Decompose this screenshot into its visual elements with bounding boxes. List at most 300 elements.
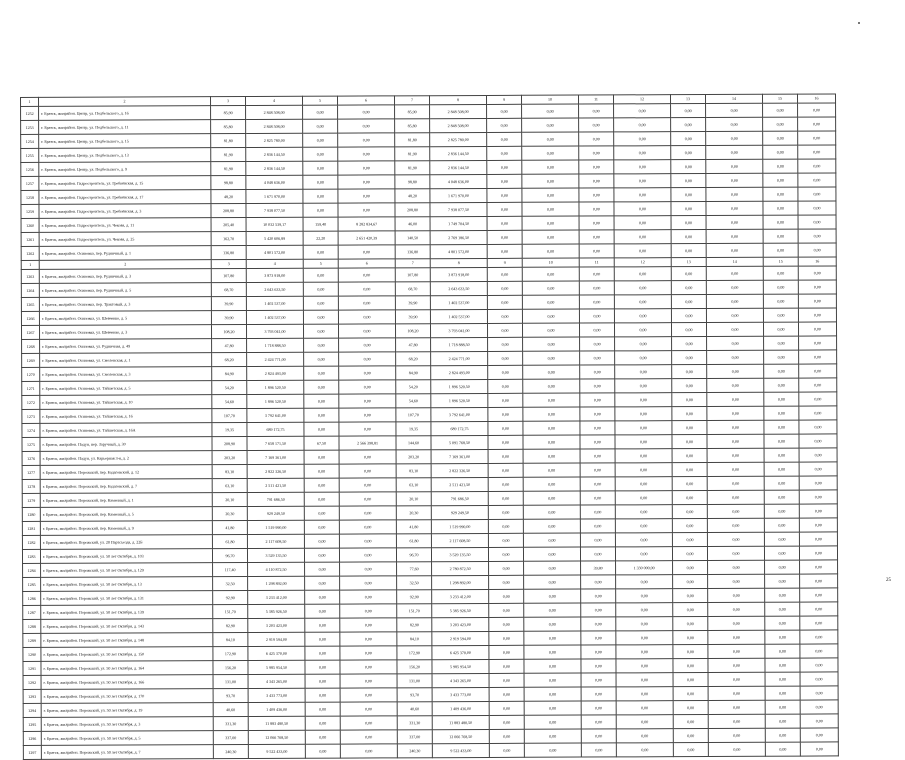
value-cell: 9 522 433,00 <box>432 743 489 757</box>
value-cell: 83,10 <box>212 465 247 479</box>
value-cell: 0,00 <box>798 103 836 117</box>
row-number-cell: 1261 <box>21 232 39 246</box>
value-cell: 0,00 <box>764 336 799 350</box>
value-cell: 151,70 <box>213 605 248 619</box>
value-cell: 0,00 <box>338 296 395 310</box>
value-cell: 0,00 <box>765 714 800 728</box>
value-cell: 0,00 <box>706 215 763 229</box>
value-cell: 0,00 <box>340 702 397 716</box>
value-cell: 0,00 <box>489 561 524 575</box>
value-cell: 0,00 <box>340 604 397 618</box>
value-cell: 0,00 <box>304 534 339 548</box>
value-cell: 0,00 <box>708 658 765 672</box>
value-cell: 0,00 <box>487 216 522 230</box>
value-cell: 0,00 <box>580 365 615 379</box>
value-cell: 0,00 <box>339 520 396 534</box>
value-cell: 0,00 <box>673 575 708 589</box>
value-cell: 0,00 <box>616 603 673 617</box>
address-cell: г. Братск, жилрайон. Осиновка, пер. Рудничный, д. 5 <box>39 283 211 298</box>
value-cell: 0,00 <box>581 701 616 715</box>
value-cell: 6 425 370,00 <box>248 646 305 660</box>
value-cell: 0,00 <box>487 281 522 295</box>
value-cell: 0,00 <box>339 380 396 394</box>
value-cell: 7 938 077,50 <box>246 203 303 217</box>
value-cell: 54,20 <box>212 381 247 395</box>
value-cell: 0,00 <box>524 575 581 589</box>
value-cell: 0,00 <box>522 295 579 309</box>
value-cell: 0,00 <box>524 631 581 645</box>
value-cell: 0,00 <box>522 118 579 132</box>
address-cell: г. Братск, жилрайон. Порожский, ул. 50 лет Октября, д. 139 <box>41 605 213 620</box>
value-cell: 81,90 <box>211 148 246 162</box>
value-cell: 0,00 <box>522 146 579 160</box>
value-cell: 0,00 <box>305 730 340 744</box>
value-cell: 0,00 <box>765 630 800 644</box>
value-cell: 0,00 <box>488 449 523 463</box>
value-cell: 108,20 <box>211 325 246 339</box>
row-number-cell: 1281 <box>22 521 40 535</box>
value-cell: 47,80 <box>396 338 431 352</box>
value-cell: 0,00 <box>579 295 614 309</box>
value-cell: 2 836 144,50 <box>246 161 303 175</box>
value-cell: 0,00 <box>303 203 338 217</box>
value-cell: 131,00 <box>397 674 432 688</box>
value-cell: 0,00 <box>524 603 581 617</box>
value-cell: 2 424 771,00 <box>247 352 304 366</box>
value-cell: 0,00 <box>764 378 799 392</box>
value-cell: 81,80 <box>395 133 430 147</box>
value-cell: 2 822 326,50 <box>247 464 304 478</box>
value-cell: 0,00 <box>615 519 672 533</box>
value-cell: 0,00 <box>764 448 799 462</box>
value-cell: 3 792 641,00 <box>431 407 488 421</box>
row-number-cell: 1268 <box>22 339 40 353</box>
column-number-cell: 7 <box>395 259 430 268</box>
value-cell: 0,00 <box>615 449 672 463</box>
value-cell: 0,00 <box>614 174 671 188</box>
value-cell: 331,30 <box>397 716 432 730</box>
row-number-cell: 1287 <box>23 605 41 619</box>
value-cell: 0,00 <box>524 729 581 743</box>
value-cell: 0,00 <box>765 588 800 602</box>
value-cell: 0,00 <box>338 310 395 324</box>
value-cell: 0,00 <box>580 519 615 533</box>
value-cell: 0,00 <box>338 282 395 296</box>
value-cell: 0,00 <box>706 201 763 215</box>
value-cell: 0,00 <box>799 462 837 476</box>
value-cell: 0,00 <box>305 702 340 716</box>
value-cell: 0,00 <box>305 590 340 604</box>
value-cell: 20,30 <box>396 506 431 520</box>
value-cell: 0,00 <box>524 617 581 631</box>
value-cell: 4 801 572,00 <box>430 244 487 258</box>
value-cell: 41,80 <box>396 520 431 534</box>
value-cell: 0,00 <box>707 350 764 364</box>
value-cell: 0,00 <box>799 378 837 392</box>
value-cell: 0,00 <box>708 574 765 588</box>
value-cell: 0,00 <box>706 229 763 243</box>
value-cell: 0,00 <box>706 103 763 117</box>
value-cell: 0,00 <box>800 560 838 574</box>
value-cell: 0,00 <box>800 714 838 728</box>
value-cell: 41,80 <box>212 521 247 535</box>
value-cell: 0,00 <box>488 477 523 491</box>
value-cell: 0,00 <box>616 645 673 659</box>
value-cell: 0,00 <box>763 215 798 229</box>
value-cell: 0,00 <box>707 406 764 420</box>
value-cell: 0,00 <box>616 617 673 631</box>
value-cell: 0,00 <box>671 309 706 323</box>
value-cell: 32,50 <box>213 577 248 591</box>
value-cell: 0,00 <box>524 701 581 715</box>
value-cell: 0,00 <box>671 132 706 146</box>
value-cell: 0,00 <box>488 421 523 435</box>
value-cell: 0,00 <box>798 266 836 280</box>
value-cell: 0,00 <box>764 350 799 364</box>
value-cell: 0,00 <box>799 546 837 560</box>
value-cell: 0,00 <box>489 659 524 673</box>
value-cell: 0,00 <box>615 351 672 365</box>
address-cell: г. Братск, жилрайон. Центр, ул. Подбельского, д. 13 <box>39 148 211 163</box>
value-cell: 0,00 <box>304 506 339 520</box>
row-number-cell: 1280 <box>22 507 40 521</box>
value-cell: 0,00 <box>799 476 837 490</box>
value-cell: 0,00 <box>579 281 614 295</box>
value-cell: 0,00 <box>580 463 615 477</box>
value-cell: 0,00 <box>672 365 707 379</box>
value-cell: 0,00 <box>579 118 614 132</box>
value-cell: 0,00 <box>338 203 395 217</box>
address-cell: г. Братск, жилрайон. Порожский, ул. 50 лет Октября, д. 103 <box>40 549 212 564</box>
value-cell: 3 792 641,00 <box>247 408 304 422</box>
value-cell: 0,00 <box>707 546 764 560</box>
value-cell: 0,00 <box>522 244 579 258</box>
value-cell: 0,00 <box>798 159 836 173</box>
value-cell: 3 529 135,50 <box>431 547 488 561</box>
address-cell: г. Братск, жилрайон. Порожский, ул. 50 лет Октября, д. 148 <box>41 633 213 648</box>
value-cell: 0,00 <box>340 618 397 632</box>
value-cell: 0,00 <box>303 189 338 203</box>
value-cell: 68,70 <box>395 282 430 296</box>
value-cell: 0,00 <box>671 188 706 202</box>
value-cell: 0,00 <box>579 267 614 281</box>
value-cell: 0,00 <box>763 187 798 201</box>
value-cell: 0,00 <box>616 575 673 589</box>
value-cell: 9 522 433,00 <box>248 744 305 758</box>
row-number-cell: 1286 <box>23 591 41 605</box>
value-cell: 1 718 888,50 <box>247 338 304 352</box>
value-cell: 84,90 <box>212 367 247 381</box>
address-cell: г. Братск, жилрайон. Порожский, ул. 50 лет Октября, д. 166 <box>41 675 213 690</box>
value-cell: 0,00 <box>340 632 397 646</box>
row-number-cell: 1275 <box>22 437 40 451</box>
row-number-cell: 1279 <box>22 493 40 507</box>
value-cell: 0,00 <box>489 687 524 701</box>
value-cell: 0,00 <box>580 491 615 505</box>
address-cell: г. Братск, жилрайон. Осиновка, ул. Смоленская, д. 3 <box>40 367 212 382</box>
value-cell: 0,00 <box>672 449 707 463</box>
value-cell: 0,00 <box>338 268 395 282</box>
value-cell: 1 519 990,00 <box>247 520 304 534</box>
value-cell: 3 793 041,00 <box>246 324 303 338</box>
value-cell: 0,00 <box>488 407 523 421</box>
value-cell: 0,00 <box>616 687 673 701</box>
value-cell: 0,00 <box>580 449 615 463</box>
value-cell: 0,00 <box>487 160 522 174</box>
table-row <box>23 742 838 760</box>
value-cell: 0,00 <box>615 365 672 379</box>
value-cell: 0,00 <box>707 518 764 532</box>
column-number-cell: 2 <box>39 97 211 107</box>
value-cell: 1 896 520,50 <box>431 379 488 393</box>
value-cell: 54,60 <box>212 395 247 409</box>
value-cell: 0,00 <box>763 173 798 187</box>
value-cell: 0,00 <box>671 244 706 258</box>
value-cell: 0,00 <box>616 715 673 729</box>
value-cell: 0,00 <box>763 159 798 173</box>
value-cell: 0,00 <box>671 323 706 337</box>
value-cell: 12 066 768,50 <box>248 730 305 744</box>
row-number-cell: 1260 <box>21 218 39 232</box>
value-cell: 0,00 <box>489 617 524 631</box>
value-cell: 0,00 <box>799 504 837 518</box>
value-cell: 0,00 <box>763 117 798 131</box>
value-cell: 0,00 <box>487 244 522 258</box>
value-cell: 156,20 <box>397 660 432 674</box>
value-cell: 4 801 572,00 <box>246 245 303 259</box>
value-cell: 0,00 <box>489 743 524 757</box>
value-cell: 0,00 <box>764 406 799 420</box>
value-cell: 0,00 <box>339 450 396 464</box>
value-cell: 0,00 <box>800 742 838 756</box>
value-cell: 3 233 412,00 <box>248 590 305 604</box>
value-cell: 0,00 <box>763 131 798 145</box>
column-number-cell: 3 <box>211 97 246 106</box>
value-cell: 0,00 <box>763 243 798 257</box>
value-cell: 0,00 <box>708 616 765 630</box>
value-cell: 48,20 <box>395 189 430 203</box>
value-cell: 0,00 <box>487 295 522 309</box>
value-cell: 0,00 <box>765 574 800 588</box>
value-cell: 0,00 <box>522 104 579 118</box>
value-cell: 0,00 <box>305 674 340 688</box>
page-number: 25 <box>886 578 891 583</box>
value-cell: 0,00 <box>579 174 614 188</box>
value-cell: 240,30 <box>213 745 248 759</box>
value-cell: 4 343 265,00 <box>248 674 305 688</box>
value-cell: 0,00 <box>303 282 338 296</box>
value-cell: 0,00 <box>765 742 800 756</box>
row-number-cell: 1264 <box>21 283 39 297</box>
value-cell: 4 110 872,50 <box>248 562 305 576</box>
value-cell: 136,80 <box>211 246 246 260</box>
value-cell: 0,00 <box>581 743 616 757</box>
value-cell: 0,00 <box>487 146 522 160</box>
value-cell: 46,00 <box>395 217 430 231</box>
value-cell: 54,20 <box>396 380 431 394</box>
value-cell: 0,00 <box>523 533 580 547</box>
value-cell: 0,00 <box>523 337 580 351</box>
value-cell: 0,00 <box>579 188 614 202</box>
value-cell: 0,00 <box>489 673 524 687</box>
value-cell: 1 896 520,50 <box>431 393 488 407</box>
value-cell: 0,00 <box>614 118 671 132</box>
address-cell: г. Братск, жилрайон. Порожский, ул. 50 лет Октября, д. 3 <box>41 717 213 732</box>
value-cell: 0,00 <box>707 420 764 434</box>
value-cell: 0,00 <box>707 364 764 378</box>
value-cell: 0,00 <box>304 464 339 478</box>
value-cell: 1 402 537,00 <box>246 310 303 324</box>
value-cell: 81,90 <box>395 161 430 175</box>
value-cell: 0,00 <box>798 229 836 243</box>
address-cell: г. Братск, жилрайон. Осиновка, ул. Тайшетская, д. 16А <box>40 423 212 438</box>
value-cell: 0,00 <box>764 476 799 490</box>
value-cell: 0,00 <box>523 435 580 449</box>
value-cell: 0,00 <box>340 730 397 744</box>
value-cell: 0,00 <box>706 117 763 131</box>
value-cell: 3 203 423,00 <box>248 618 305 632</box>
value-cell: 0,00 <box>616 701 673 715</box>
value-cell: 3 873 918,00 <box>430 267 487 281</box>
value-cell: 0,00 <box>339 394 396 408</box>
value-cell: 40,60 <box>213 703 248 717</box>
value-cell: 0,00 <box>489 603 524 617</box>
address-cell: г. Братск, жилрайон. Осиновка, ул. Тайшетская, д. 5 <box>40 381 212 396</box>
value-cell: 208,90 <box>212 437 247 451</box>
value-cell: 0,00 <box>800 574 838 588</box>
value-cell: 0,00 <box>673 645 708 659</box>
value-cell: 0,00 <box>673 659 708 673</box>
value-cell: 0,00 <box>764 392 799 406</box>
value-cell: 0,00 <box>615 505 672 519</box>
value-cell: 0,00 <box>305 604 340 618</box>
value-cell: 1 402 537,00 <box>430 295 487 309</box>
value-cell: 0,00 <box>339 478 396 492</box>
value-cell: 39,90 <box>211 311 246 325</box>
value-cell: 162,70 <box>211 232 246 246</box>
column-number-cell: 15 <box>763 257 798 266</box>
value-cell: 0,00 <box>579 323 614 337</box>
value-cell: 0,00 <box>488 491 523 505</box>
value-cell: 0,00 <box>488 519 523 533</box>
value-cell: 2 848 508,00 <box>430 118 487 132</box>
address-cell: г. Братск, жилрайон. Порожский, пер. Каменный, д. 1 <box>40 493 212 508</box>
row-number-cell: 1288 <box>23 619 41 633</box>
value-cell: 1 298 892,00 <box>432 575 489 589</box>
row-number-cell: 1289 <box>23 633 41 647</box>
address-cell: г. Братск, жилрайон. Гидростроитель, ул. Гребнёвская, д. 3 <box>39 204 211 219</box>
value-cell: 0,00 <box>616 673 673 687</box>
scan-speck <box>858 22 860 24</box>
value-cell: 7 169 361,00 <box>247 450 304 464</box>
value-cell: 2 825 780,00 <box>430 132 487 146</box>
address-cell: г. Братск, жилрайон. Центр, ул. Подбельского, д. 16 <box>39 106 211 121</box>
value-cell: 3 233 412,00 <box>432 589 489 603</box>
value-cell: 1 896 520,50 <box>247 394 304 408</box>
value-cell: 0,00 <box>798 322 836 336</box>
address-cell: г. Братск, жилрайон. Падун, ул. Карьерная 3-я, д. 2 <box>40 451 212 466</box>
value-cell: 0,00 <box>673 631 708 645</box>
value-cell: 0,00 <box>489 589 524 603</box>
column-number-cell: 5 <box>302 96 337 105</box>
address-cell: г. Братск, жилрайон. Порожский, ул. 50 лет Октября, д. 164 <box>41 661 213 676</box>
row-number-cell: 1272 <box>22 395 40 409</box>
value-cell: 0,00 <box>614 267 671 281</box>
value-cell: 0,00 <box>765 658 800 672</box>
value-cell: 0,00 <box>614 323 671 337</box>
value-cell: 20,10 <box>212 493 247 507</box>
value-cell: 0,00 <box>614 104 671 118</box>
value-cell: 0,00 <box>672 407 707 421</box>
value-cell: 0,00 <box>615 491 672 505</box>
value-cell: 791 686,50 <box>247 492 304 506</box>
value-cell: 0,00 <box>340 576 397 590</box>
value-cell: 83,10 <box>396 464 431 478</box>
value-cell: 0,00 <box>488 393 523 407</box>
value-cell: 0,00 <box>303 119 338 133</box>
column-number-cell: 13 <box>671 258 706 267</box>
address-cell: г. Братск, жилрайон. Порожский, ул. 50 лет Октября, д. 13 <box>41 577 213 592</box>
column-number-cell: 8 <box>429 95 486 104</box>
value-cell: 0,00 <box>339 338 396 352</box>
value-cell: 0,00 <box>303 105 338 119</box>
value-cell: 0,00 <box>524 715 581 729</box>
value-cell: 0,00 <box>339 408 396 422</box>
value-cell: 0,00 <box>708 742 765 756</box>
row-number-cell: 1273 <box>22 409 40 423</box>
value-cell: 0,00 <box>579 230 614 244</box>
column-number-cell: 11 <box>579 258 614 267</box>
value-cell: 0,00 <box>339 506 396 520</box>
value-cell: 7 169 361,00 <box>431 449 488 463</box>
value-cell: 48,20 <box>211 190 246 204</box>
value-cell: 0,00 <box>673 701 708 715</box>
value-cell: 93,70 <box>397 688 432 702</box>
row-number-cell: 1294 <box>23 703 41 717</box>
value-cell: 0,00 <box>763 201 798 215</box>
value-cell: 0,00 <box>706 187 763 201</box>
value-cell: 22,20 <box>303 231 338 245</box>
value-cell: 0,00 <box>672 477 707 491</box>
value-cell: 0,00 <box>616 743 673 757</box>
value-cell: 203,20 <box>396 450 431 464</box>
value-cell: 0,00 <box>523 421 580 435</box>
value-cell: 0,00 <box>488 533 523 547</box>
value-cell: 2 117 608,50 <box>431 533 488 547</box>
address-cell: г. Братск, жилрайон. Порожский, ул. 50 лет Октября, д. 129 <box>41 563 213 578</box>
value-cell: 156,20 <box>213 661 248 675</box>
value-cell: 67,50 <box>304 436 339 450</box>
value-cell: 0,00 <box>798 117 836 131</box>
row-number-cell: 1276 <box>22 451 40 465</box>
value-cell: 0,00 <box>706 266 763 280</box>
value-cell: 40,60 <box>397 702 432 716</box>
row-number-cell: 1283 <box>22 549 40 563</box>
value-cell: 0,00 <box>763 280 798 294</box>
value-cell: 0,00 <box>798 187 836 201</box>
value-cell: 4 343 265,00 <box>432 673 489 687</box>
value-cell: 2 511 421,50 <box>431 477 488 491</box>
value-cell: 0,00 <box>487 202 522 216</box>
value-cell: 0,00 <box>579 132 614 146</box>
value-cell: 81,90 <box>395 147 430 161</box>
value-cell: 0,00 <box>707 448 764 462</box>
value-cell: 0,00 <box>487 104 522 118</box>
column-number-cell: 11 <box>578 95 613 104</box>
value-cell: 0,00 <box>706 322 763 336</box>
value-cell: 0,00 <box>616 631 673 645</box>
value-cell: 0,00 <box>523 477 580 491</box>
